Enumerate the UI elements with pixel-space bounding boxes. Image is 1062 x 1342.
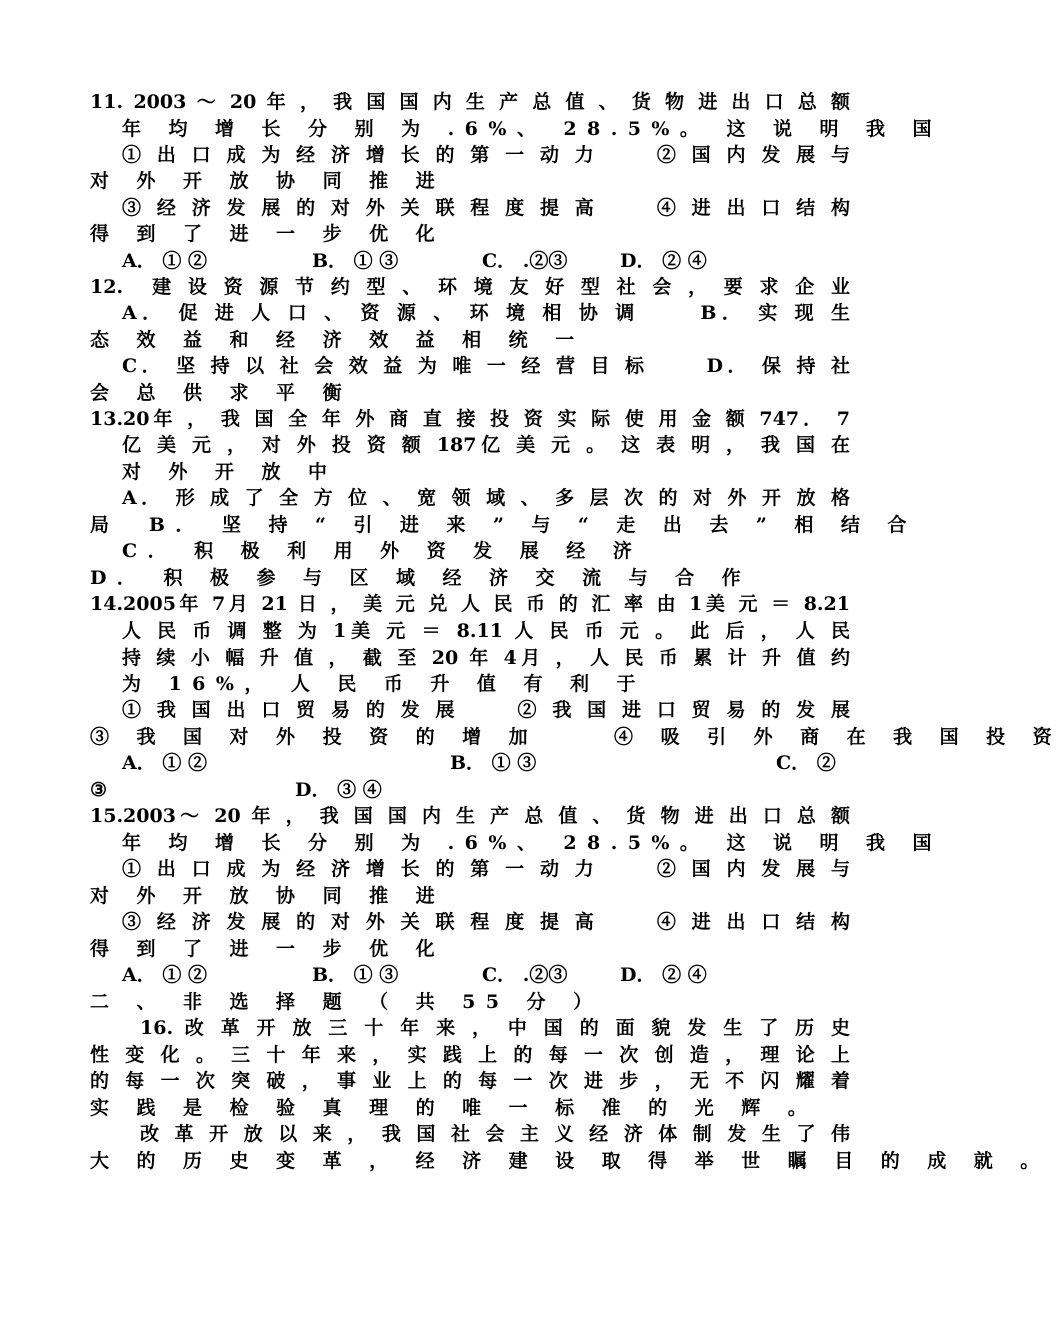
q11-options bbox=[90, 248, 850, 274]
q11-choice-line-3: ③ 经 济 发 展 的 对 外 关 联 程 度 提 高 ④ 进 出 口 结 构 bbox=[122, 197, 850, 219]
q11-option-c: C． .②③ bbox=[482, 250, 568, 272]
q13-option-d: D． 积 极 参 与 区 域 经 济 交 流 与 合 作 bbox=[90, 567, 752, 589]
q15-option-c: C． .②③ bbox=[482, 964, 568, 986]
q16-para-1-line-4: 实 践 是 检 验 真 理 的 唯 一 标 准 的 光 辉 。 bbox=[90, 1097, 818, 1119]
q15-options bbox=[90, 962, 850, 988]
q15-choice-line-4: 得 到 了 进 一 步 优 化 bbox=[90, 938, 446, 960]
q13-stem-line-3: 对 外 开 放 中 bbox=[122, 461, 338, 483]
q15-choice-line-2: 对 外 开 放 协 同 推 进 bbox=[90, 885, 446, 907]
q11-option-a: A． ① ② bbox=[122, 250, 207, 272]
q11-choice-line-2: 对 外 开 放 协 同 推 进 bbox=[90, 170, 446, 192]
q11-choice-line-1: ① 出 口 成 为 经 济 增 长 的 第 一 动 力 ② 国 内 发 展 与 bbox=[122, 144, 850, 166]
q15-stem-line-1: 15.2003～ 20 年 ， 我 国 国 内 生 产 总 值 、 货 物 进 出 口 总 额 bbox=[90, 805, 850, 827]
q14-choice-line-2: ③ 我 国 对 外 投 资 的 增 加 ④ 吸 引 外 商 在 我 国 投 资 bbox=[90, 726, 1062, 748]
q15-choice-line-3: ③ 经 济 发 展 的 对 外 关 联 程 度 提 高 ④ 进 出 口 结 构 bbox=[122, 911, 850, 933]
q12-option-line-4: 会 总 供 求 平 衡 bbox=[90, 382, 353, 404]
q13-stem-line-1: 13.20年 ， 我 国 全 年 外 商 直 接 投 资 实 际 使 用 金 额 747． 7 bbox=[90, 408, 850, 430]
q15-stem-line-2: 年 均 增 长 分 别 为 .6%、 28.5%。 这 说 明 我 国 bbox=[122, 832, 942, 854]
q15-option-b: B． ① ③ bbox=[312, 964, 399, 986]
q14-option-a: A． ① ② bbox=[122, 752, 207, 774]
q14-option-d: D． ③ ④ bbox=[295, 779, 382, 801]
q14-option-b: B． ① ③ bbox=[450, 752, 537, 774]
q14-option-c: C． ② bbox=[776, 752, 836, 774]
q12-stem: 12. 建 设 资 源 节 约 型 、 环 境 友 好 型 社 会 ， 要 求 企 业 bbox=[90, 276, 850, 298]
q15-choice-line-1: ① 出 口 成 为 经 济 增 长 的 第 一 动 力 ② 国 内 发 展 与 bbox=[122, 858, 850, 880]
q14-choice-line-1: ① 我 国 出 口 贸 易 的 发 展 ② 我 国 进 口 贸 易 的 发 展 bbox=[122, 699, 850, 721]
q11-option-b: B． ① ③ bbox=[312, 250, 399, 272]
q16-para-2-line-1: 改 革 开 放 以 来 ， 我 国 社 会 主 义 经 济 体 制 发 生 了 伟 bbox=[140, 1123, 850, 1145]
q16-para-1-line-3: 的 每 一 次 突 破 ， 事 业 上 的 每 一 次 进 步 ， 无 不 闪 耀 着 bbox=[90, 1070, 850, 1092]
q14-stem-line-2: 人 民 币 调 整 为 1美 元 ＝ 8.11 人 民 币 元 。 此 后 ， 人 民 bbox=[122, 620, 850, 642]
q14-stem-line-1: 14.2005年 7月 21 日 ， 美 元 兑 人 民 币 的 汇 率 由 1美 元 ＝ 8.21 bbox=[90, 593, 850, 615]
q14-stem-line-3: 持 续 小 幅 升 值 ， 截 至 20 年 4月 ， 人 民 币 累 计 升 值 约 bbox=[122, 647, 850, 669]
q11-stem-line-2: 年 均 增 长 分 别 为 .6%、 28.5%。 这 说 明 我 国 bbox=[122, 118, 942, 140]
q14-options-cont bbox=[90, 777, 850, 803]
q11-option-d: D． ② ④ bbox=[620, 250, 707, 272]
q13-option-line-1: A． 形 成 了 全 方 位 、 宽 领 域 、 多 层 次 的 对 外 开 放 格 bbox=[122, 487, 850, 509]
q13-option-line-2: 局 B． 坚 持 “ 引 进 来 ” 与 “ 走 出 去 ” 相 结 合 bbox=[90, 514, 917, 536]
q12-option-line-2: 态 效 益 和 经 济 效 益 相 统 一 bbox=[90, 329, 585, 351]
q14-option-c-cont: ③ bbox=[90, 779, 108, 801]
q13-option-c: C． 积 极 利 用 外 资 发 展 经 济 bbox=[122, 540, 643, 562]
q16-para-2-line-2: 大 的 历 史 变 革 ， 经 济 建 设 取 得 举 世 瞩 目 的 成 就 。 bbox=[90, 1150, 1050, 1172]
q16-para-1-line-2: 性 变 化 。 三 十 年 来 ， 实 践 上 的 每 一 次 创 造 ， 理 论 上 bbox=[90, 1044, 850, 1066]
q16-para-1-line-1: 16. 改 革 开 放 三 十 年 来 ， 中 国 的 面 貌 发 生 了 历 史 bbox=[140, 1017, 850, 1039]
q11-choice-line-4: 得 到 了 进 一 步 优 化 bbox=[90, 223, 446, 245]
q12-option-line-1: A． 促 进 人 口 、 资 源 、 环 境 相 协 调 B． 实 现 生 bbox=[122, 302, 850, 324]
q15-option-d: D． ② ④ bbox=[620, 964, 707, 986]
q14-options bbox=[90, 750, 850, 776]
q14-stem-line-4: 为 16%， 人 民 币 升 值 有 利 于 bbox=[122, 673, 646, 695]
q12-option-line-3: C． 坚 持 以 社 会 效 益 为 唯 一 经 营 目 标 D． 保 持 社 bbox=[122, 355, 850, 377]
q11-stem-line-1: 11. 2003 ～ 20 年 ， 我 国 国 内 生 产 总 值 、 货 物 进 出 口 总 额 bbox=[90, 91, 850, 113]
q15-option-a: A． ① ② bbox=[122, 964, 207, 986]
q13-stem-line-2: 亿 美 元 ， 对 外 投 资 额 187亿 美 元 。 这 表 明 ， 我 国 在 bbox=[122, 434, 850, 456]
section-heading: 二 、 非 选 择 题 （ 共 55 分 ） bbox=[90, 991, 603, 1013]
